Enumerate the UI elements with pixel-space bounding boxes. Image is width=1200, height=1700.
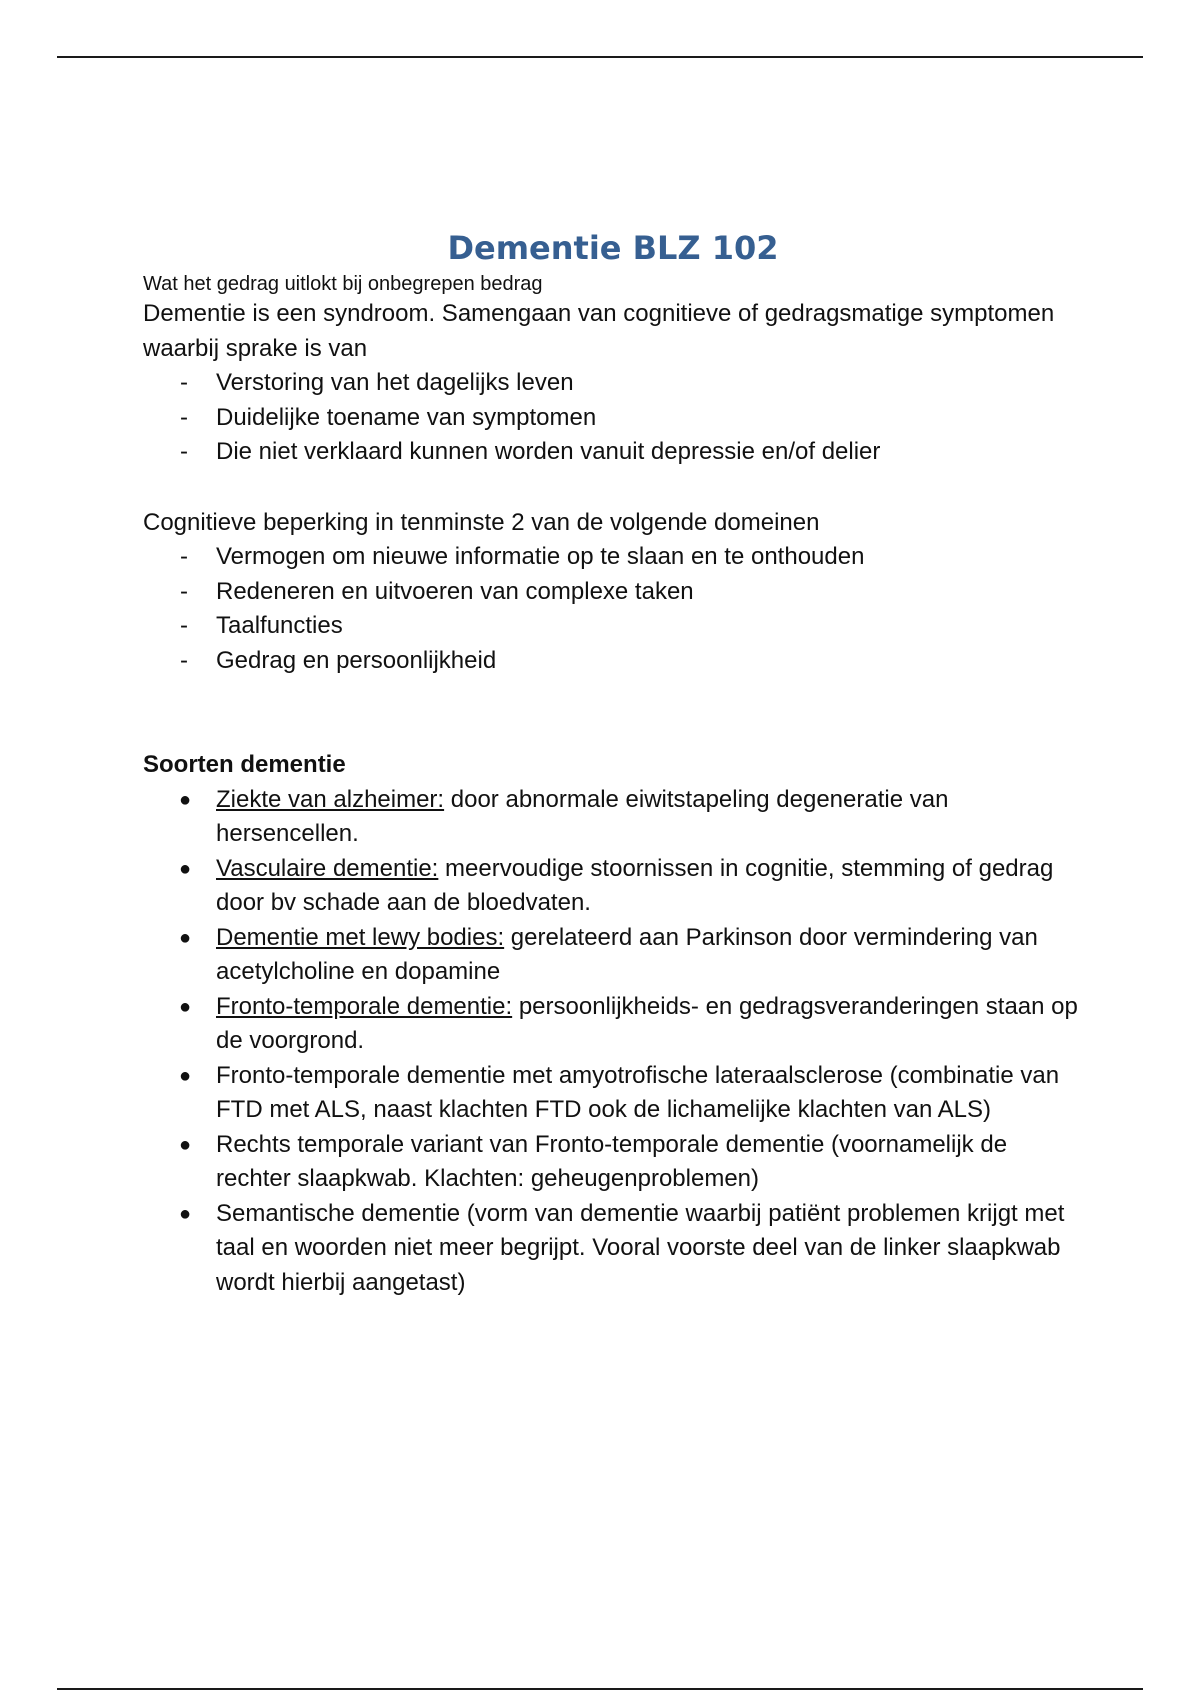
list-item: - Verstoring van het dagelijks leven [143, 366, 1083, 401]
list-item: ● Dementie met lewy bodies: gerelateerd aan Parkinson door vermindering van acetylcholine en dopamine [143, 921, 1083, 990]
dash-marker: - [180, 403, 188, 431]
list-item: - Taalfuncties [143, 609, 1083, 644]
list-item: - Duidelijke toename van symptomen [143, 401, 1083, 436]
header-rule [57, 56, 1143, 58]
types-list [143, 783, 1083, 1301]
dash-marker: - [180, 577, 188, 605]
list-item: ● Ziekte van alzheimer: door abnormale eiwitstapeling degeneratie van hersencellen. [143, 783, 1083, 852]
bullet-marker: ● [179, 1202, 192, 1225]
list-item: ● Vasculaire dementie: meervoudige stoornissen in cognitie, stemming of gedrag door bv schade aan de bloedvaten. [143, 852, 1083, 921]
dash-marker: - [180, 612, 188, 639]
list-item: ● Fronto-temporale dementie: persoonlijkheids- en gedragsveranderingen staan op de voorgrond. [143, 990, 1083, 1059]
dash-marker: - [180, 543, 188, 570]
dash-marker: - [180, 438, 188, 465]
type-term: Dementie met lewy bodies: [216, 923, 505, 951]
list-item: - Redeneren en uitvoeren van complexe taken [143, 575, 1083, 610]
list-item: - Vermogen om nieuwe informatie op te slaan en te onthouden [143, 540, 1083, 575]
list-item: - Die niet verklaard kunnen worden vanuit depressie en/of delier [143, 435, 1083, 470]
list-item: - Gedrag en persoonlijkheid [143, 644, 1083, 679]
dash-marker: - [180, 646, 188, 674]
list-item: ● Rechts temporale variant van Fronto-temporale dementie (voornamelijk de rechter slaapkwab. Klachten: geheugenproblemen) [143, 1128, 1083, 1197]
footer-rule [57, 1688, 1143, 1690]
list-item: ● Semantische dementie (vorm van dementie waarbij patiënt problemen krijgt met taal en woorden niet meer begrijpt. Vooral voorste deel van de linker slaapkwab wordt hierbij aangetast) [143, 1197, 1083, 1301]
bullet-marker: ● [179, 857, 192, 880]
dash-marker: - [180, 369, 188, 396]
type-term: Vasculaire dementie: [216, 854, 439, 882]
page-title: Dementie BLZ 102 [447, 229, 779, 267]
list-item: ● Fronto-temporale dementie met amyotrofische lateraalsclerose (combinatie van FTD met ALS, naast klachten FTD ook de lichamelijke klachten van ALS) [143, 1059, 1083, 1128]
bullet-marker: ● [179, 995, 192, 1018]
page-subtitle: Wat het gedrag uitlokt bij onbegrepen bedrag [143, 273, 543, 295]
cognitive-paragraph: Cognitieve beperking in tenminste 2 van de volgende domeinen [143, 508, 820, 536]
intro-paragraph: Dementie is een syndroom. Samengaan van cognitieve of gedragsmatige symptomen waarbij sprake is van [143, 300, 1055, 362]
bullet-marker: ● [179, 1064, 192, 1087]
bullet-marker: ● [179, 788, 192, 811]
types-heading: Soorten dementie [143, 751, 346, 778]
type-term: Fronto-temporale dementie: [216, 992, 513, 1020]
cognitive-list [143, 540, 1083, 678]
bullet-marker: ● [179, 1133, 192, 1156]
intro-list [143, 366, 1083, 470]
document-body [143, 225, 1083, 1300]
bullet-marker: ● [179, 926, 192, 949]
type-term: Ziekte van alzheimer: [216, 785, 445, 813]
